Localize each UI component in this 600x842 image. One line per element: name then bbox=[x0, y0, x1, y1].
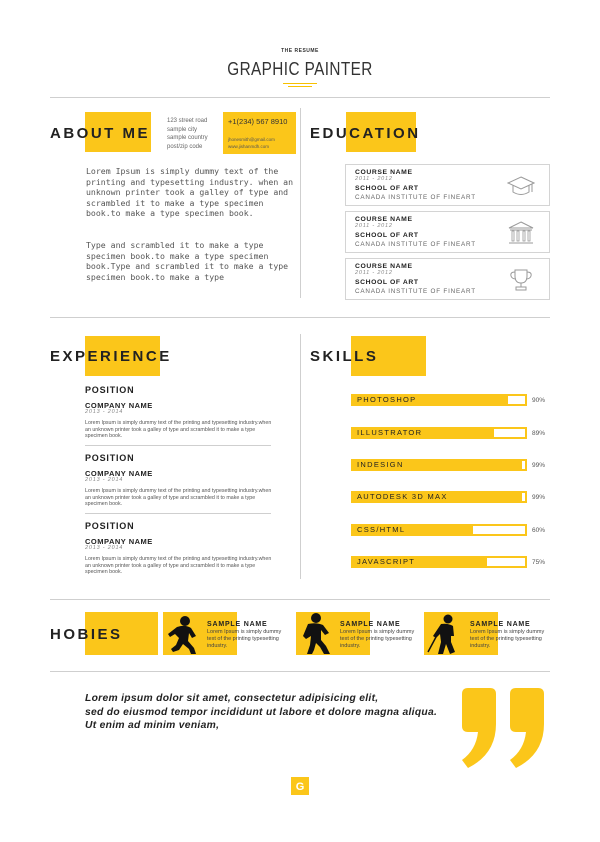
about-paragraph-2: Type and scrambled it to make a type specimen book.to make a type specimen book.Type and scrambled it to make a type specimen book.to make a type bbox=[86, 240, 289, 282]
trophy-icon bbox=[507, 267, 535, 293]
position-years: 2013 - 2014 bbox=[85, 545, 124, 551]
divider-bottom bbox=[50, 671, 550, 672]
course-years: 2011 - 2012 bbox=[355, 176, 393, 182]
skill-name: CSS/HTML bbox=[357, 525, 406, 534]
hobby-name: SAMPLE NAME bbox=[207, 621, 268, 628]
quote-line: sed do eiusmod tempor incididunt ut labore et dolore magna aliqua. bbox=[85, 706, 438, 718]
quote-line: Ut enim ad minim veniam, bbox=[85, 720, 220, 731]
skill-bar bbox=[351, 524, 527, 536]
title-underline-short bbox=[288, 86, 312, 87]
course-name: COURSE NAME bbox=[355, 216, 413, 223]
position-description: Lorem Ipsum is simply dummy text of the printing and typesetting industry.when an unknown printer took a galley of type and scrambled it to make a type specimen book. bbox=[85, 556, 272, 576]
contact-links bbox=[228, 136, 275, 150]
company-name: COMPANY NAME bbox=[85, 401, 153, 410]
experience-separator bbox=[85, 445, 271, 446]
address-line: 123 street road bbox=[167, 118, 208, 124]
divider-top bbox=[50, 97, 550, 98]
golfer-icon bbox=[424, 612, 468, 655]
skill-name: ILLUSTRATOR bbox=[357, 428, 423, 437]
skill-bar bbox=[351, 491, 527, 503]
divider-middle bbox=[50, 317, 550, 318]
experience-section-title: EXPERIENCE bbox=[50, 348, 172, 365]
position-years: 2013 - 2014 bbox=[85, 409, 124, 415]
skill-remaining-track bbox=[522, 493, 525, 501]
address-line: sample country bbox=[167, 135, 208, 141]
email-link[interactable]: jhonesmith@gmail.com bbox=[228, 137, 275, 142]
skill-percent: 60% bbox=[532, 527, 546, 534]
skill-percent: 99% bbox=[532, 462, 546, 469]
skill-percent: 75% bbox=[532, 559, 546, 566]
skill-remaining-track bbox=[494, 429, 525, 437]
column-divider-middle bbox=[300, 334, 301, 579]
address-line: sample city bbox=[167, 126, 198, 133]
skill-name: AUTODESK 3D MAX bbox=[357, 492, 448, 501]
title-underline bbox=[283, 83, 317, 84]
experience-separator bbox=[85, 513, 271, 514]
institute-name: CANADA INSTITUTE OF FINEART bbox=[355, 241, 476, 248]
skill-bar bbox=[351, 394, 527, 406]
course-name: COURSE NAME bbox=[355, 263, 413, 270]
education-card bbox=[345, 164, 550, 206]
skill-remaining-track bbox=[487, 558, 525, 566]
course-years: 2011 - 2012 bbox=[355, 270, 393, 276]
skill-percent: 90% bbox=[532, 397, 546, 404]
skill-name: PHOTOSHOP bbox=[357, 395, 417, 404]
skill-remaining-track bbox=[508, 396, 525, 404]
position-description: Lorem Ipsum is simply dummy text of the printing and typesetting industry.when an unknown printer took a galley of type and scrambled it to make a type specimen book. bbox=[85, 488, 272, 508]
skill-remaining-track bbox=[522, 461, 525, 469]
institution-building-icon bbox=[507, 220, 535, 246]
company-name: COMPANY NAME bbox=[85, 537, 153, 546]
column-divider-top bbox=[300, 108, 301, 298]
graduation-cap-icon bbox=[507, 173, 535, 199]
header-tagline: THE RESUME bbox=[281, 48, 319, 54]
about-paragraph-1: Lorem Ipsum is simply dummy text of the printing and typesetting industry. when an unknown printer took a galley of type and scrambled it to make a type specimen book.to make a type specimen book. bbox=[86, 166, 294, 218]
runner-icon bbox=[296, 612, 340, 655]
position-years: 2013 - 2014 bbox=[85, 477, 124, 483]
quote-text bbox=[85, 692, 555, 733]
skill-name: JAVASCRIPT bbox=[357, 557, 416, 566]
education-card bbox=[345, 211, 550, 253]
hobby-description: Lorem Ipsum is simply dummy text of the printing typesetting industry. bbox=[340, 629, 415, 649]
hobbies-section-title: HOBIES bbox=[50, 626, 123, 643]
skills-section-title: SKILLS bbox=[310, 348, 379, 365]
skill-bar bbox=[351, 556, 527, 568]
hobby-description: Lorem Ipsum is simply dummy text of the printing typesetting industry. bbox=[207, 629, 282, 649]
institute-name: CANADA INSTITUTE OF FINEART bbox=[355, 194, 476, 201]
education-section-title: EDUCATION bbox=[310, 125, 421, 142]
skill-percent: 89% bbox=[532, 430, 546, 437]
about-section-title: ABOUT ME bbox=[50, 125, 150, 142]
brand-logo bbox=[291, 777, 309, 795]
hobby-name: SAMPLE NAME bbox=[470, 621, 531, 628]
position-title: POSITION bbox=[85, 453, 135, 463]
page-title: GRAPHIC PAINTER bbox=[227, 59, 373, 79]
institute-name: CANADA INSTITUTE OF FINEART bbox=[355, 288, 476, 295]
course-name: COURSE NAME bbox=[355, 169, 413, 176]
school-name: SCHOOL OF ART bbox=[355, 279, 419, 286]
logo-letter: G bbox=[295, 781, 305, 793]
quote-line: Lorem ipsum dolor sit amet, consectetur adipisicing elit, bbox=[85, 693, 379, 704]
skill-percent: 99% bbox=[532, 494, 546, 501]
website-link[interactable]: www.jishanmdh.com bbox=[228, 144, 270, 149]
football-player-icon bbox=[163, 612, 207, 655]
course-years: 2011 - 2012 bbox=[355, 223, 393, 229]
school-name: SCHOOL OF ART bbox=[355, 232, 419, 239]
skill-remaining-track bbox=[473, 526, 525, 534]
skill-bar bbox=[351, 427, 527, 439]
position-title: POSITION bbox=[85, 385, 135, 395]
skill-name: INDESIGN bbox=[357, 460, 404, 469]
position-description: Lorem Ipsum is simply dummy text of the printing and typesetting industry.when an unknown printer took a galley of type and scrambled it to make a type specimen book. bbox=[85, 420, 272, 440]
phone-number: +1(234) 567 8910 bbox=[228, 117, 288, 126]
position-title: POSITION bbox=[85, 521, 135, 531]
school-name: SCHOOL OF ART bbox=[355, 185, 419, 192]
divider-lower bbox=[50, 599, 550, 600]
skill-bar bbox=[351, 459, 527, 471]
address-block bbox=[167, 117, 208, 151]
company-name: COMPANY NAME bbox=[85, 469, 153, 478]
hobby-name: SAMPLE NAME bbox=[340, 621, 401, 628]
education-card bbox=[345, 258, 550, 300]
address-line: post/zip code bbox=[167, 143, 203, 150]
hobby-description: Lorem Ipsum is simply dummy text of the printing typesetting industry. bbox=[470, 629, 545, 649]
